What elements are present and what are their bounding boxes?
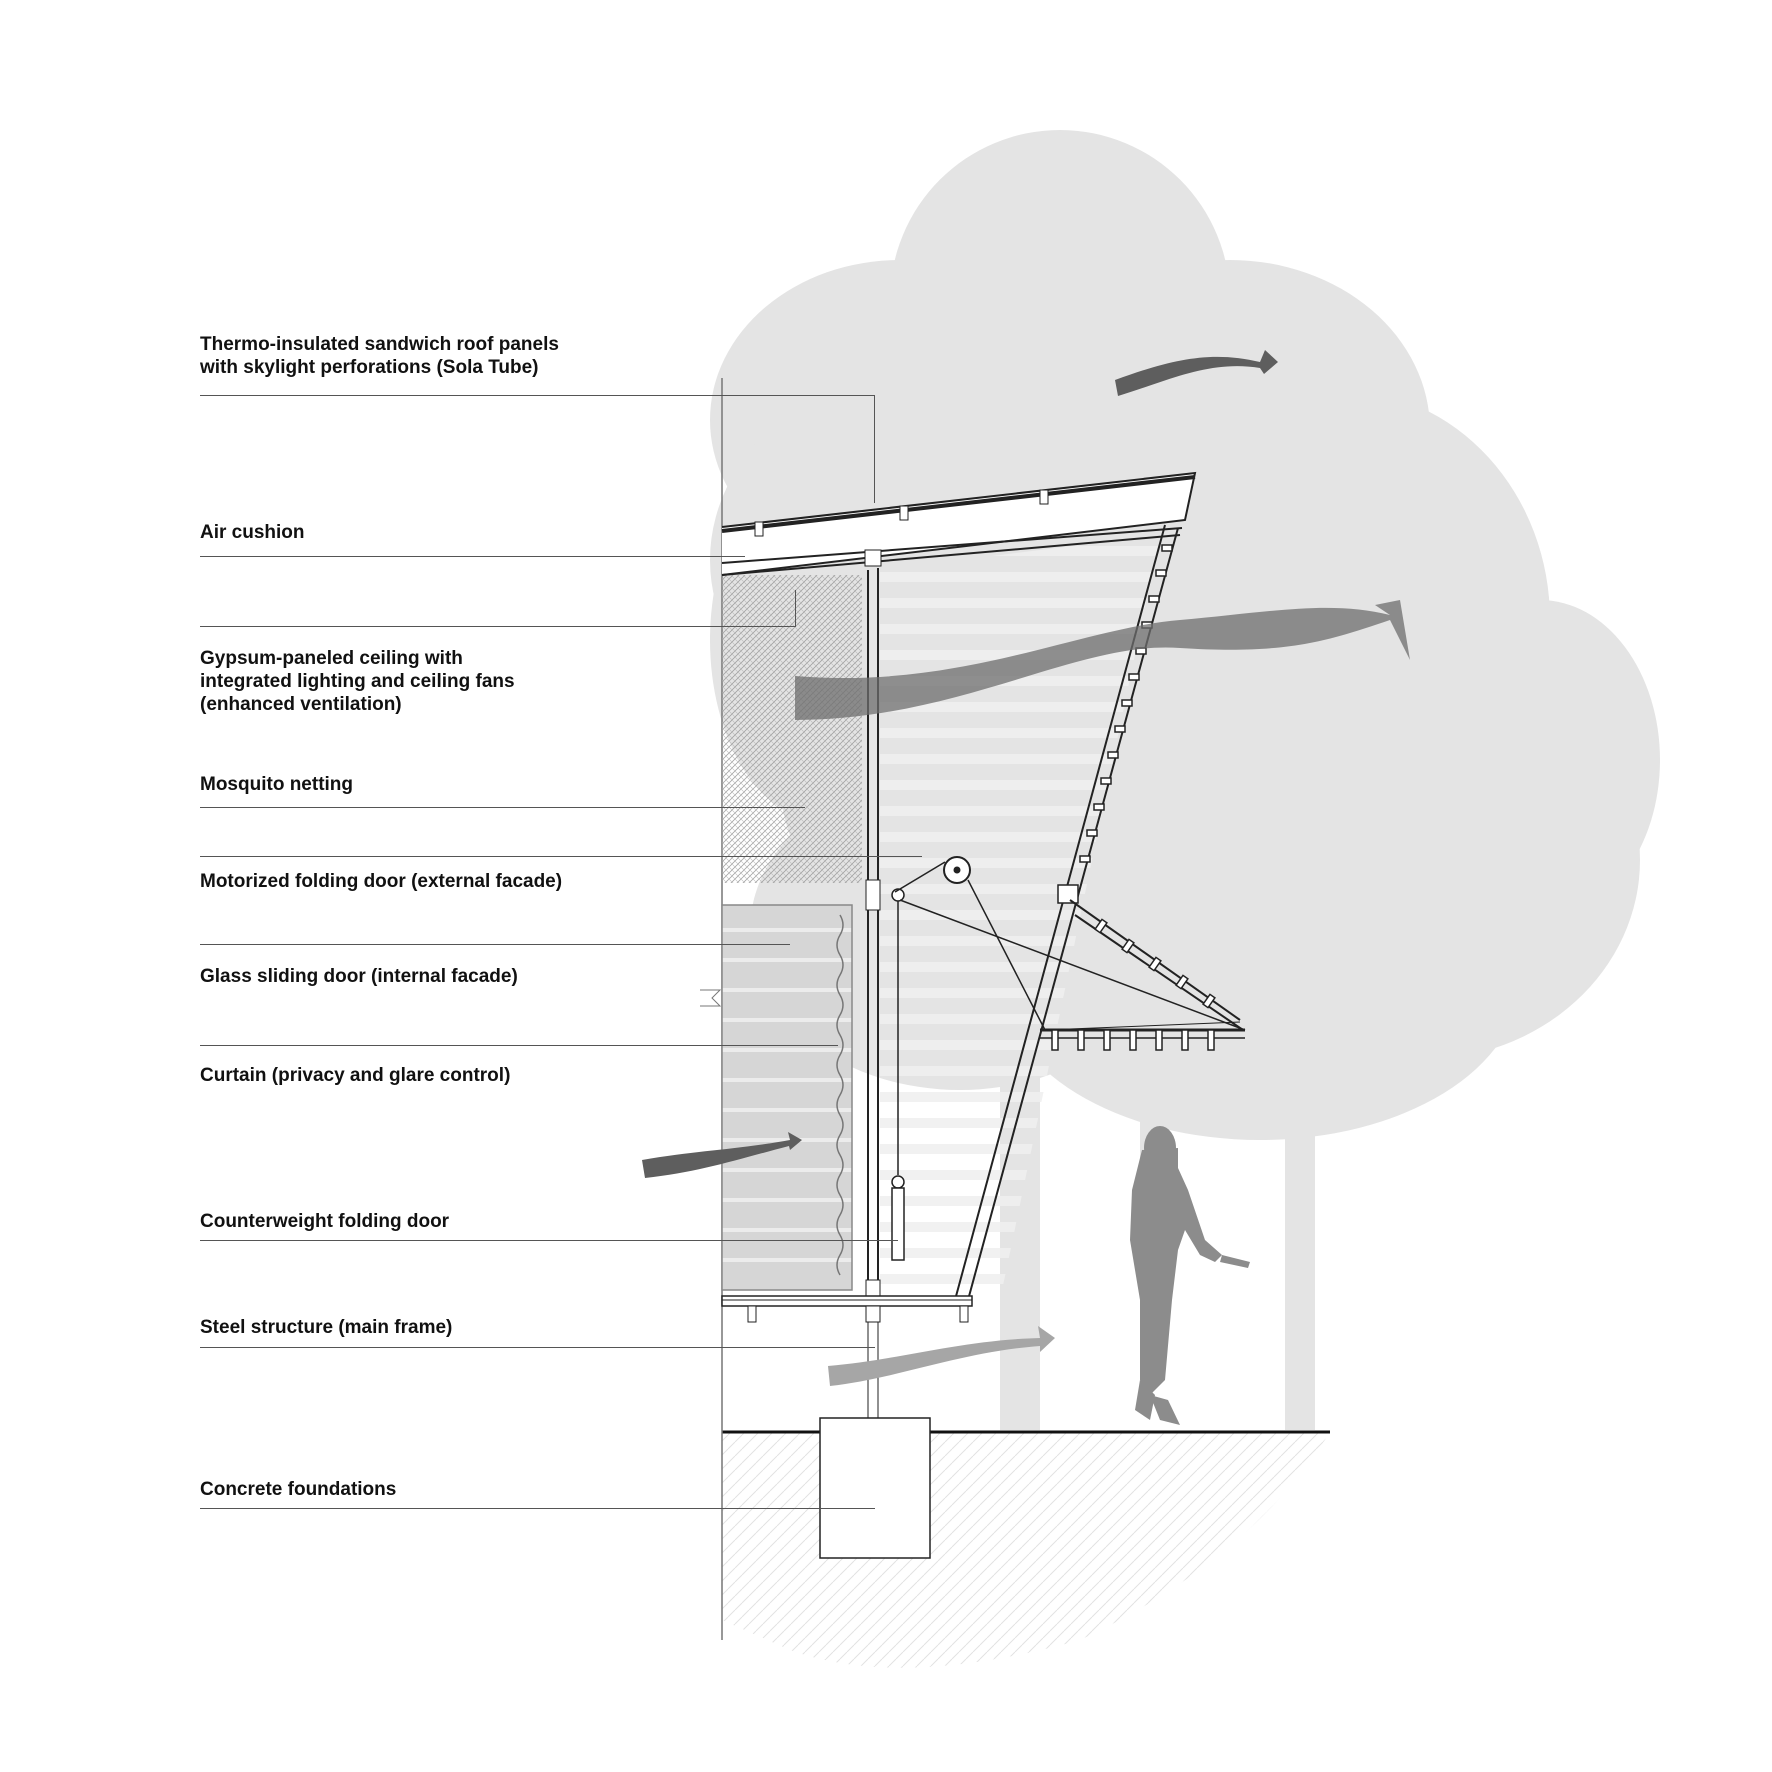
label-concrete-foundations-line-1: Concrete foundations — [200, 1479, 397, 1500]
label-counterweight-door — [200, 1210, 449, 1233]
leader-curtain — [200, 1045, 838, 1046]
label-ceiling — [200, 647, 515, 716]
label-steel-structure-line-1: Steel structure (main frame) — [200, 1317, 453, 1338]
leader-glass-sliding-door — [200, 944, 790, 945]
leader-mosquito-netting — [200, 807, 805, 808]
label-counterweight-door-line-1: Counterweight folding door — [200, 1211, 450, 1232]
glass-sliding-door-panel — [722, 905, 852, 1290]
label-folding-door-external-line-1: Motorized folding door (external facade) — [200, 871, 563, 892]
label-glass-sliding-door-line-1: Glass sliding door (internal facade) — [200, 966, 518, 987]
leader-folding-door-external — [200, 856, 922, 857]
mosquito-netting-panel — [722, 575, 862, 883]
label-glass-sliding-door — [200, 965, 518, 988]
leader-ceiling — [200, 626, 795, 627]
leader-air-cushion — [200, 556, 745, 557]
label-mosquito-netting — [200, 773, 353, 796]
label-ceiling-line-3: (enhanced ventilation) — [200, 694, 402, 715]
leader-counterweight-door — [200, 1240, 898, 1241]
leader-roof-panels-drop — [874, 395, 875, 503]
label-air-cushion-line-1: Air cushion — [200, 522, 305, 543]
leader-roof-panels — [200, 395, 875, 396]
label-mosquito-netting-line-1: Mosquito netting — [200, 774, 354, 795]
ground — [722, 1432, 1330, 1668]
label-steel-structure — [200, 1316, 452, 1339]
label-ceiling-line-1: Gypsum-paneled ceiling with — [200, 648, 463, 669]
concrete-foundation — [820, 1418, 930, 1558]
label-roof-panels — [200, 333, 559, 379]
label-roof-panels-line-1: Thermo-insulated sandwich roof panels — [200, 334, 559, 355]
label-air-cushion — [200, 521, 305, 544]
leader-ceiling-drop — [795, 590, 796, 627]
label-concrete-foundations — [200, 1478, 396, 1501]
label-folding-door-external — [200, 870, 562, 893]
human-figure — [1130, 1126, 1250, 1425]
label-ceiling-line-2: integrated lighting and ceiling fans — [200, 671, 515, 692]
label-curtain — [200, 1064, 510, 1087]
leader-concrete-foundations — [200, 1508, 875, 1509]
label-curtain-line-1: Curtain (privacy and glare control) — [200, 1065, 511, 1086]
label-roof-panels-line-2: with skylight perforations (Sola Tube) — [200, 357, 539, 378]
leader-steel-structure — [200, 1347, 875, 1348]
break-mark — [700, 990, 720, 1006]
